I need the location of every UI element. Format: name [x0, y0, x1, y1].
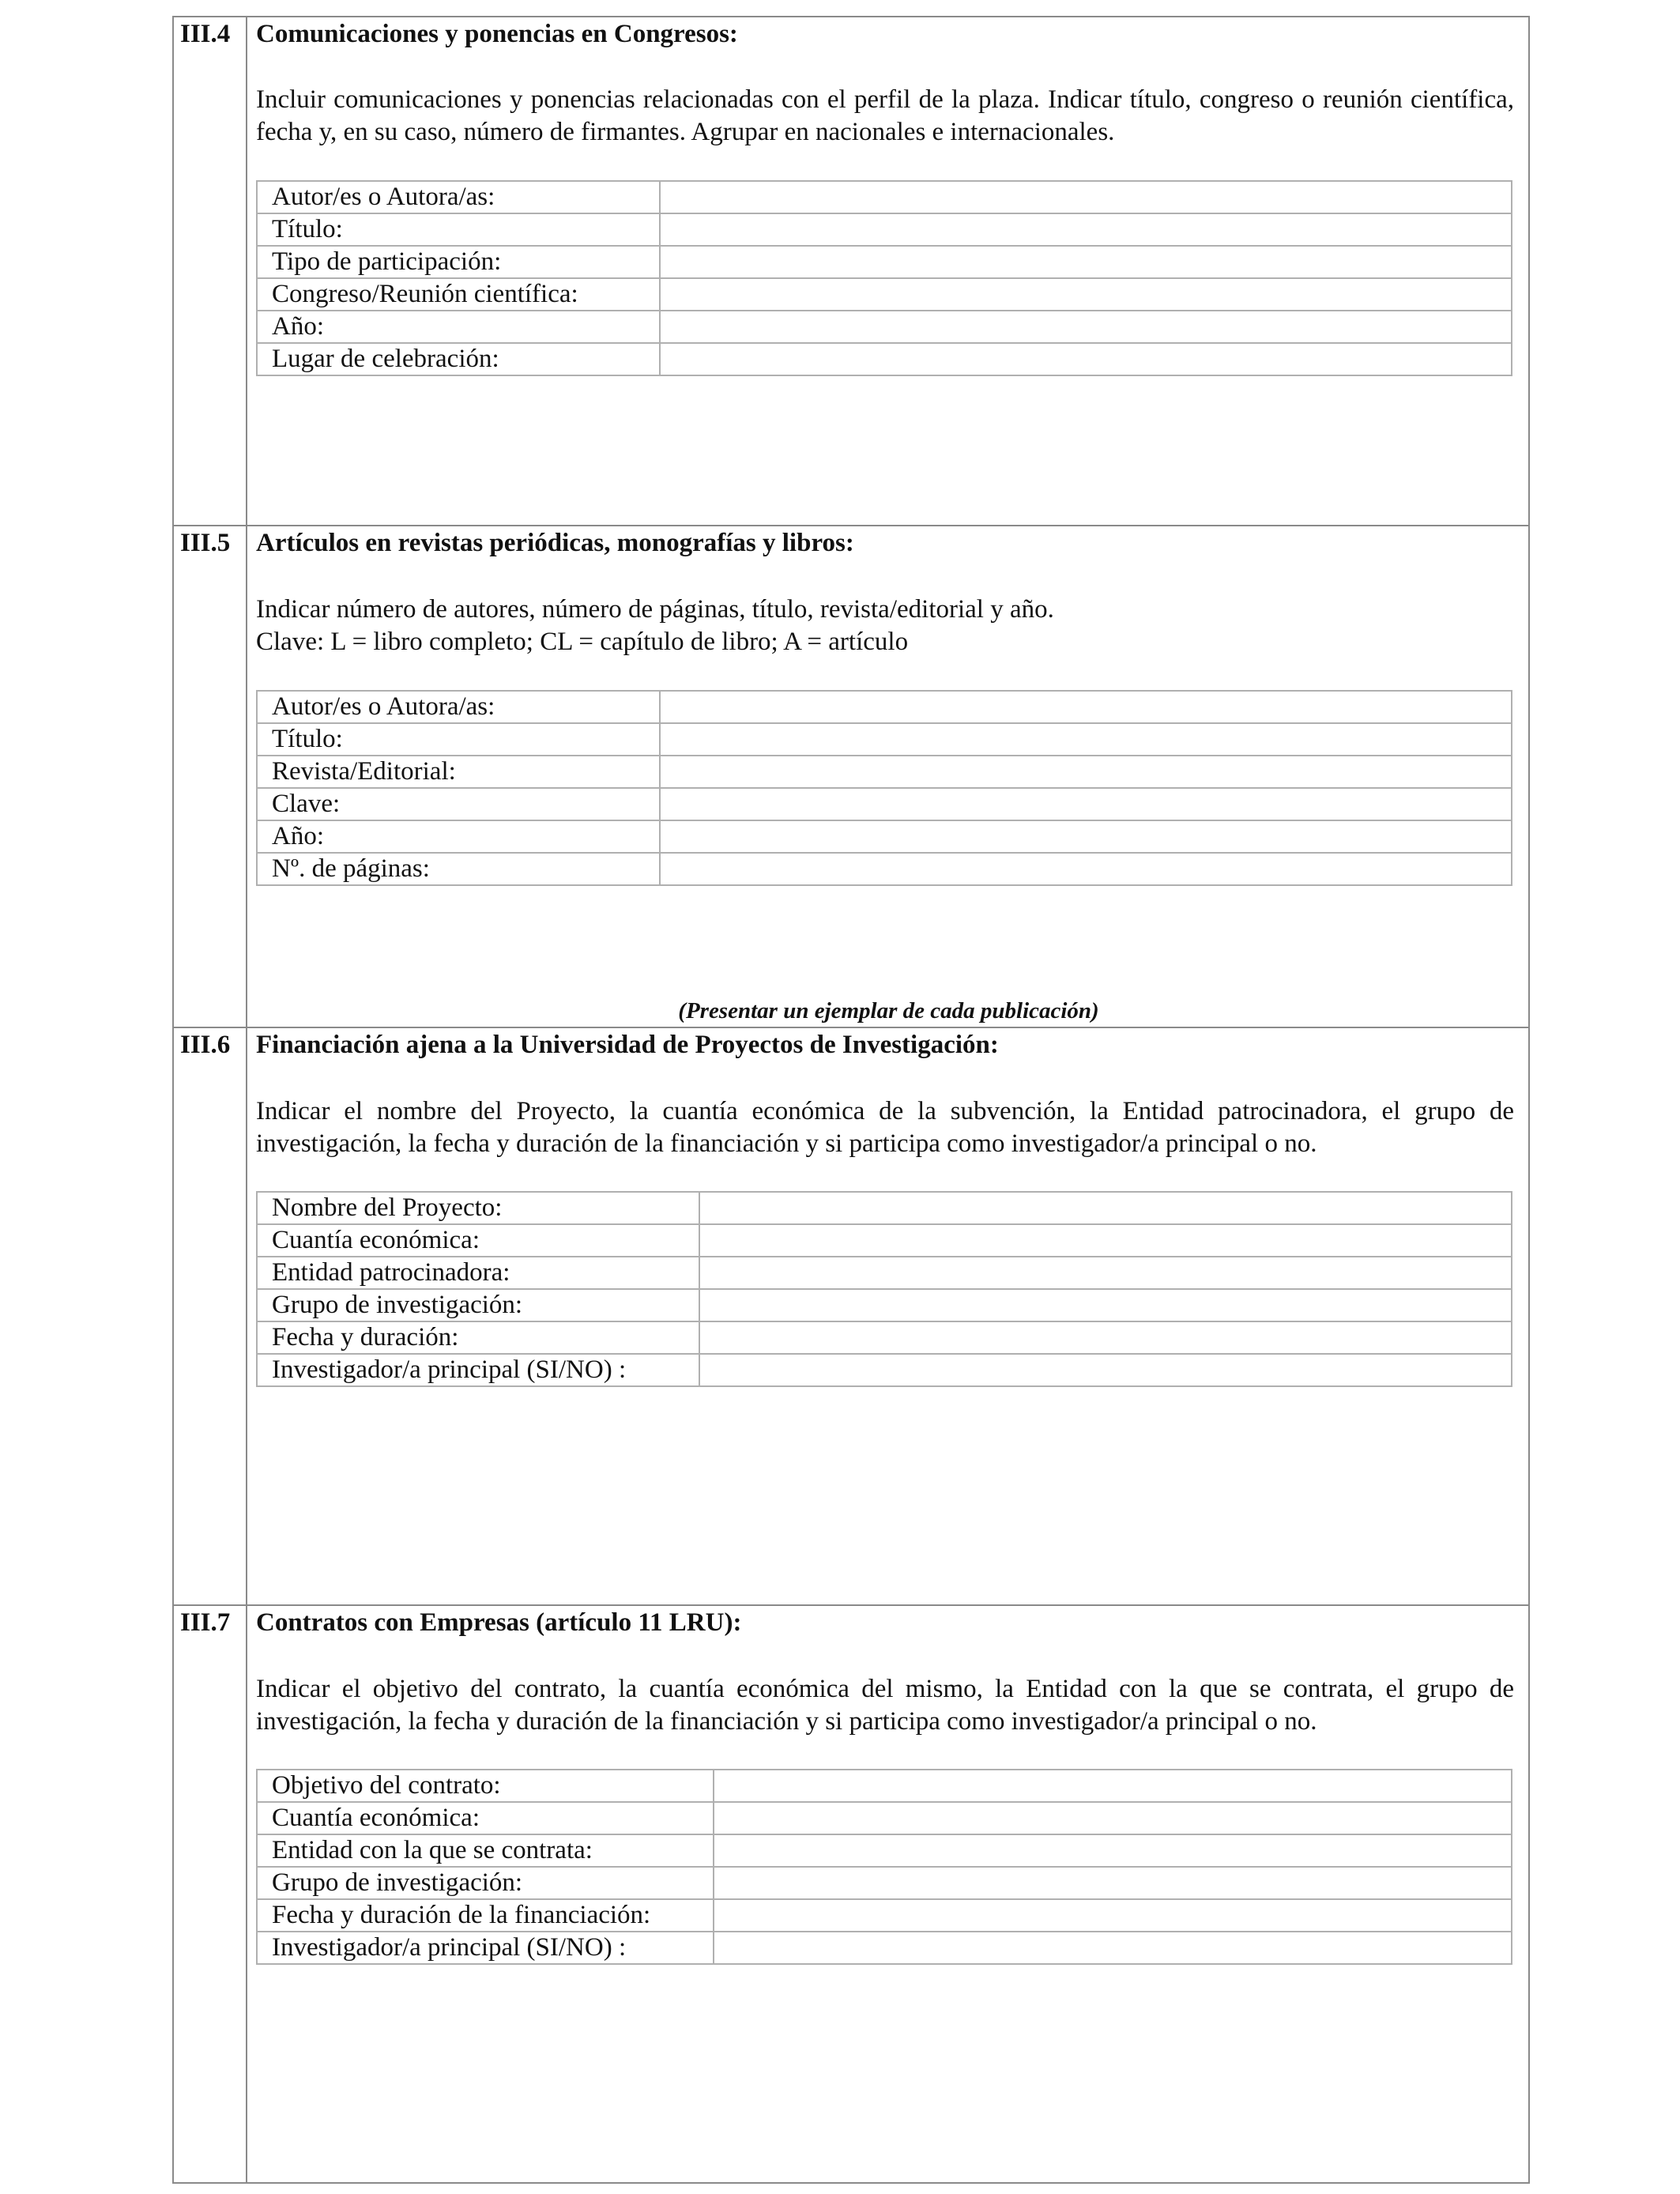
field-label: Fecha y duración: — [257, 1321, 699, 1354]
table-row — [257, 1932, 1512, 1964]
table-row — [257, 853, 1512, 885]
table-row — [257, 213, 1512, 246]
field-value-cell[interactable] — [660, 181, 1512, 213]
section-divider — [172, 1027, 1530, 1028]
section-number: III.6 — [180, 1031, 231, 1059]
table-row — [257, 723, 1512, 756]
table-row — [257, 1867, 1512, 1899]
field-label: Nº. de páginas: — [257, 853, 660, 885]
field-value-cell[interactable] — [660, 820, 1512, 853]
field-label: Fecha y duración de la financiación: — [257, 1899, 714, 1932]
section-divider — [172, 525, 1530, 526]
field-label: Objetivo del contrato: — [257, 1770, 714, 1802]
publication-note: (Presentar un ejemplar de cada publicación) — [678, 998, 1099, 1023]
section-divider — [172, 1604, 1530, 1606]
table-row — [257, 1834, 1512, 1867]
table-row — [257, 820, 1512, 853]
section-description — [256, 1673, 1514, 1738]
section-title: Contratos con Empresas (artículo 11 LRU): — [256, 1608, 742, 1637]
field-value-cell[interactable] — [714, 1867, 1512, 1899]
field-value-cell[interactable] — [699, 1289, 1512, 1321]
table-row — [257, 181, 1512, 213]
field-label: Título: — [257, 723, 660, 756]
field-value-cell[interactable] — [660, 213, 1512, 246]
field-label: Grupo de investigación: — [257, 1289, 699, 1321]
field-value-cell[interactable] — [660, 853, 1512, 885]
table-row — [257, 1770, 1512, 1802]
field-label: Año: — [257, 311, 660, 343]
field-label: Lugar de celebración: — [257, 343, 660, 375]
field-label: Tipo de participación: — [257, 246, 660, 278]
field-value-cell[interactable] — [660, 756, 1512, 788]
field-label: Entidad con la que se contrata: — [257, 1834, 714, 1867]
field-value-cell[interactable] — [714, 1932, 1512, 1964]
section-description — [256, 1095, 1514, 1160]
description-line: Incluir comunicaciones y ponencias relacionadas con el perfil de la plaza. Indicar título, congreso o reunión científica, fecha y, en su caso, número de firmantes. Agrupar en nacionales e internacionales. — [256, 85, 1514, 146]
field-label: Año: — [257, 820, 660, 853]
section-title: Artículos en revistas periódicas, monografías y libros: — [256, 529, 854, 557]
field-label: Clave: — [257, 788, 660, 820]
field-value-cell[interactable] — [699, 1257, 1512, 1289]
table-row — [257, 691, 1512, 723]
section-number: III.5 — [180, 529, 231, 557]
table-row — [257, 1224, 1512, 1257]
field-label: Entidad patrocinadora: — [257, 1257, 699, 1289]
field-value-cell[interactable] — [660, 788, 1512, 820]
section-description — [256, 84, 1514, 149]
field-value-cell[interactable] — [660, 343, 1512, 375]
description-line: Indicar el objetivo del contrato, la cuantía económica del mismo, la Entidad con la que se contrata, el grupo de investigación, la fecha y duración de la financiación y si participa como investigador/a principal o no. — [256, 1675, 1514, 1736]
field-value-cell[interactable] — [714, 1834, 1512, 1867]
field-label: Congreso/Reunión científica: — [257, 278, 660, 311]
field-label: Investigador/a principal (SI/NO) : — [257, 1932, 714, 1964]
field-label: Título: — [257, 213, 660, 246]
table-row — [257, 1321, 1512, 1354]
section-description — [256, 594, 1514, 658]
field-value-cell[interactable] — [660, 311, 1512, 343]
fields-table — [256, 690, 1512, 886]
field-value-cell[interactable] — [660, 691, 1512, 723]
field-value-cell[interactable] — [660, 723, 1512, 756]
field-value-cell[interactable] — [699, 1224, 1512, 1257]
field-value-cell[interactable] — [660, 278, 1512, 311]
table-row — [257, 1354, 1512, 1386]
field-label: Revista/Editorial: — [257, 756, 660, 788]
table-row — [257, 756, 1512, 788]
fields-table — [256, 1769, 1512, 1965]
field-label: Autor/es o Autora/as: — [257, 181, 660, 213]
field-label: Autor/es o Autora/as: — [257, 691, 660, 723]
field-label: Cuantía económica: — [257, 1224, 699, 1257]
field-label: Investigador/a principal (SI/NO) : — [257, 1354, 699, 1386]
table-row — [257, 1257, 1512, 1289]
number-column-divider — [246, 16, 247, 2184]
field-value-cell[interactable] — [714, 1802, 1512, 1834]
field-value-cell[interactable] — [660, 246, 1512, 278]
table-row — [257, 278, 1512, 311]
description-line: Indicar número de autores, número de páginas, título, revista/editorial y año. — [256, 595, 1054, 624]
description-line: Indicar el nombre del Proyecto, la cuantía económica de la subvención, la Entidad patrocinadora, el grupo de investigación, la fecha y duración de la financiación y si participa como investigador/a principal o no. — [256, 1097, 1514, 1158]
table-row — [257, 1899, 1512, 1932]
field-value-cell[interactable] — [699, 1192, 1512, 1224]
description-line: Clave: L = libro completo; CL = capítulo de libro; A = artículo — [256, 628, 909, 656]
field-label: Cuantía económica: — [257, 1802, 714, 1834]
field-value-cell[interactable] — [699, 1354, 1512, 1386]
table-row — [257, 788, 1512, 820]
table-row — [257, 311, 1512, 343]
section-number: III.4 — [180, 20, 231, 48]
section-title: Comunicaciones y ponencias en Congresos: — [256, 20, 738, 48]
table-row — [257, 246, 1512, 278]
table-row — [257, 1192, 1512, 1224]
section-title: Financiación ajena a la Universidad de Proyectos de Investigación: — [256, 1031, 999, 1059]
table-row — [257, 1289, 1512, 1321]
field-label: Grupo de investigación: — [257, 1867, 714, 1899]
field-value-cell[interactable] — [699, 1321, 1512, 1354]
field-value-cell[interactable] — [714, 1899, 1512, 1932]
fields-table — [256, 1191, 1512, 1387]
section-number: III.7 — [180, 1608, 231, 1637]
table-row — [257, 1802, 1512, 1834]
field-value-cell[interactable] — [714, 1770, 1512, 1802]
fields-table — [256, 180, 1512, 376]
field-label: Nombre del Proyecto: — [257, 1192, 699, 1224]
table-row — [257, 343, 1512, 375]
